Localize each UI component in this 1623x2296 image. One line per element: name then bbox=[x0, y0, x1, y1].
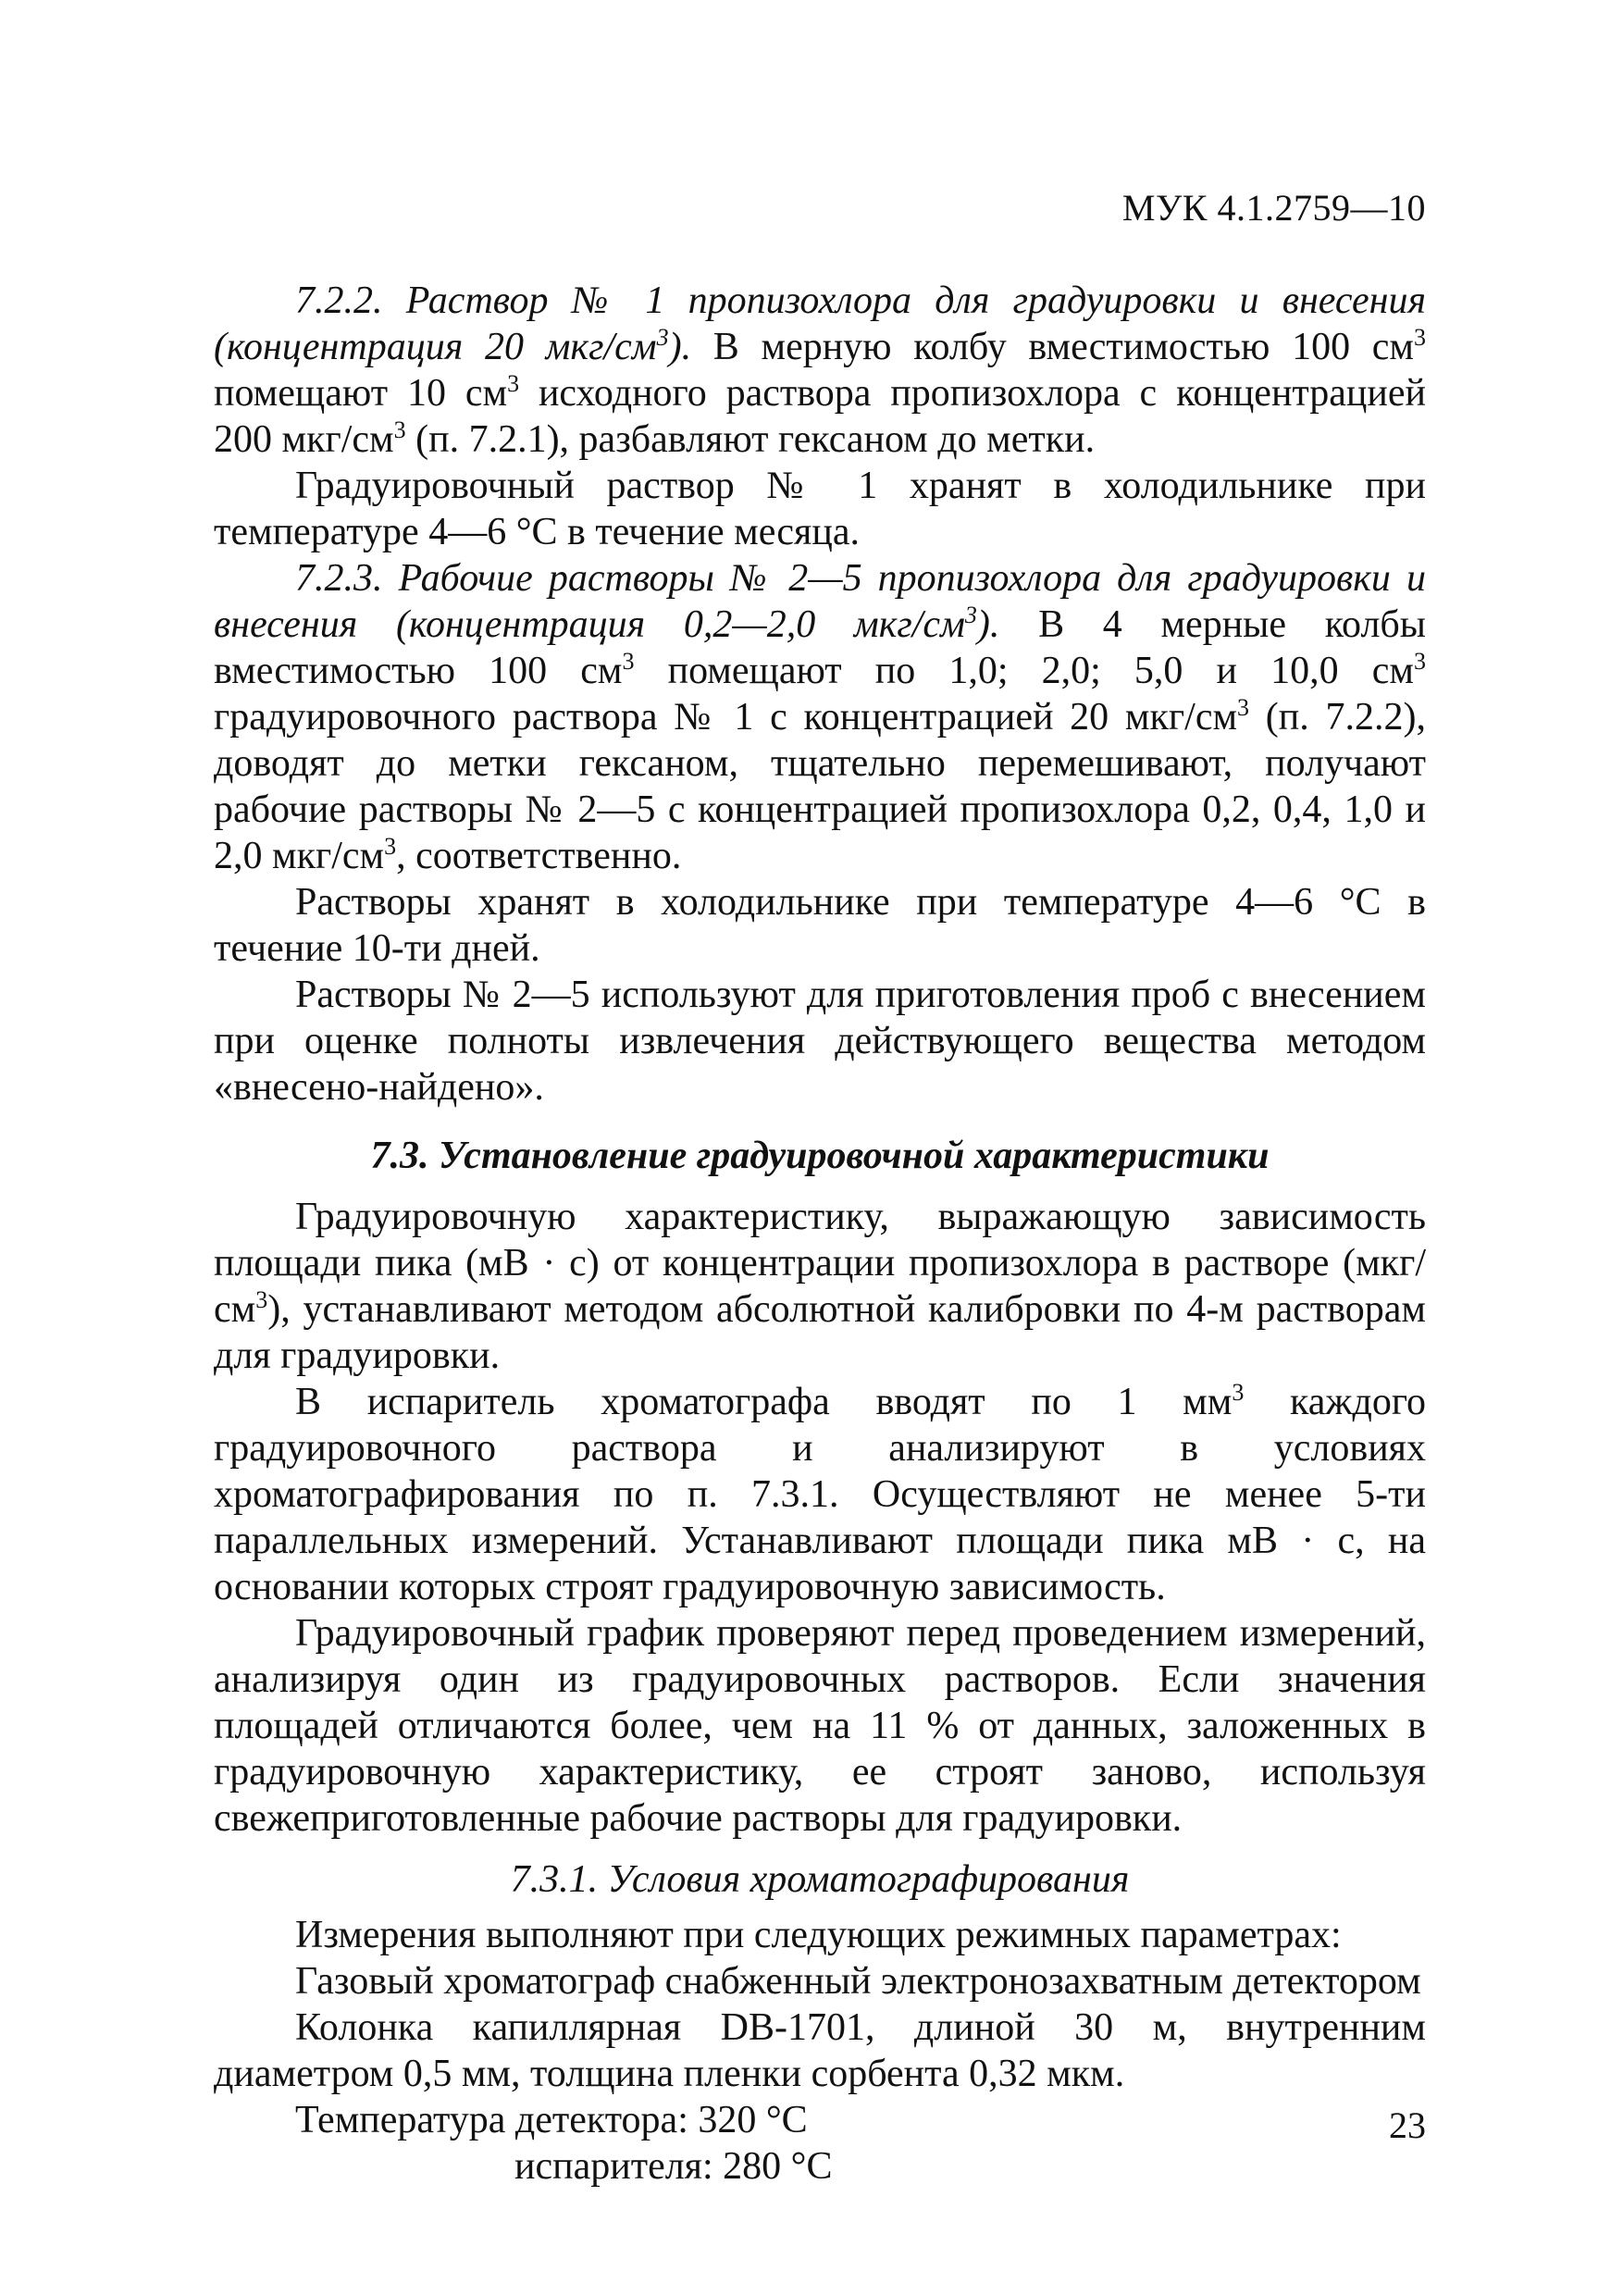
text-run: В мерную колбу вместимостью 100 см bbox=[691, 326, 1414, 368]
text-run: градуировочного раствора № 1 с концентрацией 20 мкг/см bbox=[214, 696, 1238, 738]
superscript: 3 bbox=[964, 602, 977, 628]
text-run: Градуировочную характеристику, выражающую зависимость площади пика (мВ · с) от концентрации пропизохлора в растворе (мкг/см bbox=[214, 1196, 1426, 1331]
superscript: 3 bbox=[255, 1286, 268, 1313]
text-run: помещают 10 см bbox=[214, 372, 508, 415]
parameter-chromatograph: Газовый хроматограф снабженный электронозахватным детектором bbox=[295, 1960, 1421, 2003]
parameters-intro: Измерения выполняют при следующих режимных параметрах: bbox=[295, 1914, 1342, 1956]
superscript: 3 bbox=[656, 324, 669, 351]
superscript: 3 bbox=[1414, 648, 1426, 675]
superscript: 3 bbox=[393, 416, 406, 443]
superscript: 3 bbox=[622, 648, 635, 675]
paragraph-7-2-3 bbox=[214, 555, 1426, 879]
paragraph-7-2-3-usage: Растворы № 2—5 используют для приготовления проб с внесением при оценке полноты извлечения действующего вещества методом «внесено-найдено». bbox=[214, 974, 1426, 1109]
parameter-detector-temperature: Температура детектора: 320 °С bbox=[295, 2099, 808, 2141]
superscript: 3 bbox=[1414, 324, 1426, 351]
subsection-title-end: ). bbox=[976, 603, 1000, 646]
subsection-title-end: ). bbox=[668, 326, 692, 368]
text-run: (п. 7.2.2), доводят до метки гексаном, тщательно перемешивают, получают рабочие растворы № 2—5 с концентрацией пропизохлора 0,2, 0,4, 1,0 и 2,0 мкг/см bbox=[214, 696, 1427, 877]
parameter-injector-temperature: испарителя: 280 °С bbox=[514, 2145, 833, 2188]
superscript: 3 bbox=[384, 833, 397, 860]
paragraph-7-3-verification: Градуировочный график проверяют перед проведением измерений, анализируя один из градуировочных растворов. Если значения площадей отличаются более, чем на 11 % от данных, заложенных в градуировочную характеристику, ее строят заново, используя свежеприготовленные рабочие растворы для градуировки. bbox=[214, 1612, 1426, 1840]
chromatography-parameters bbox=[214, 1912, 1426, 2190]
section-title-7-3: 7.3. Установление градуировочной характеристики bbox=[370, 1135, 1270, 1177]
subsection-title-text: 7.2.2. Раствор № 1 пропизохлора для градуировки и внесения (концентрация 20 мкг/см bbox=[214, 279, 1426, 368]
paragraph-7-2-3-storage: Растворы хранят в холодильнике при температуре 4—6 °С в течение 10-ти дней. bbox=[214, 881, 1426, 970]
text-run: В 4 мерные колбы вместимостью 100 см bbox=[214, 603, 1426, 692]
subsection-title-text: 7.2.3. Рабочие растворы № 2—5 пропизохлора для градуировки и внесения (концентрация 0,2—2,0 мкг/см bbox=[214, 557, 1426, 646]
text-run: ), устанавливают методом абсолютной калибровки по 4-м растворам для градуировки. bbox=[214, 1288, 1426, 1377]
superscript: 3 bbox=[1232, 1379, 1245, 1406]
subsection-title-7-3-1: 7.3.1. Условия хроматографирования bbox=[510, 1858, 1130, 1901]
paragraph-7-3-characteristic bbox=[214, 1194, 1426, 1379]
doc-code-header: МУК 4.1.2759—10 bbox=[1121, 187, 1426, 229]
text-run: В испаритель хроматографа вводят по 1 мм bbox=[295, 1381, 1233, 1423]
superscript: 3 bbox=[1237, 694, 1250, 721]
text-run: исходного раствора пропизохлора с концентрацией 200 мкг/см bbox=[214, 372, 1427, 461]
superscript: 3 bbox=[507, 370, 520, 397]
text-run: каждого градуировочного раствора и анализируют в условиях хроматографирования по п. 7.3.1. Осуществляют не менее 5-ти параллельных измерений. Устанавливают площади пика мВ · с, на основании которых строят градуировочную зависимость. bbox=[214, 1381, 1427, 1608]
paragraph-7-3-injection bbox=[214, 1379, 1426, 1610]
paragraph-7-2-2-storage: Градуировочный раствор № 1 хранят в холодильнике при температуре 4—6 °С в течение месяца. bbox=[214, 465, 1426, 553]
page-number: 23 bbox=[1389, 2104, 1426, 2146]
text-run: помещают по 1,0; 2,0; 5,0 и 10,0 см bbox=[634, 650, 1414, 692]
text-run: (п. 7.2.1), разбавляют гексаном до метки. bbox=[405, 418, 1096, 461]
parameter-column: Колонка капиллярная DB-1701, длиной 30 м, внутренним диаметром 0,5 мм, толщина пленки сорбента 0,32 мкм. bbox=[214, 2006, 1426, 2095]
text-run: , соответственно. bbox=[396, 835, 682, 877]
paragraph-7-2-2 bbox=[214, 278, 1426, 463]
document-body bbox=[214, 278, 1426, 2190]
